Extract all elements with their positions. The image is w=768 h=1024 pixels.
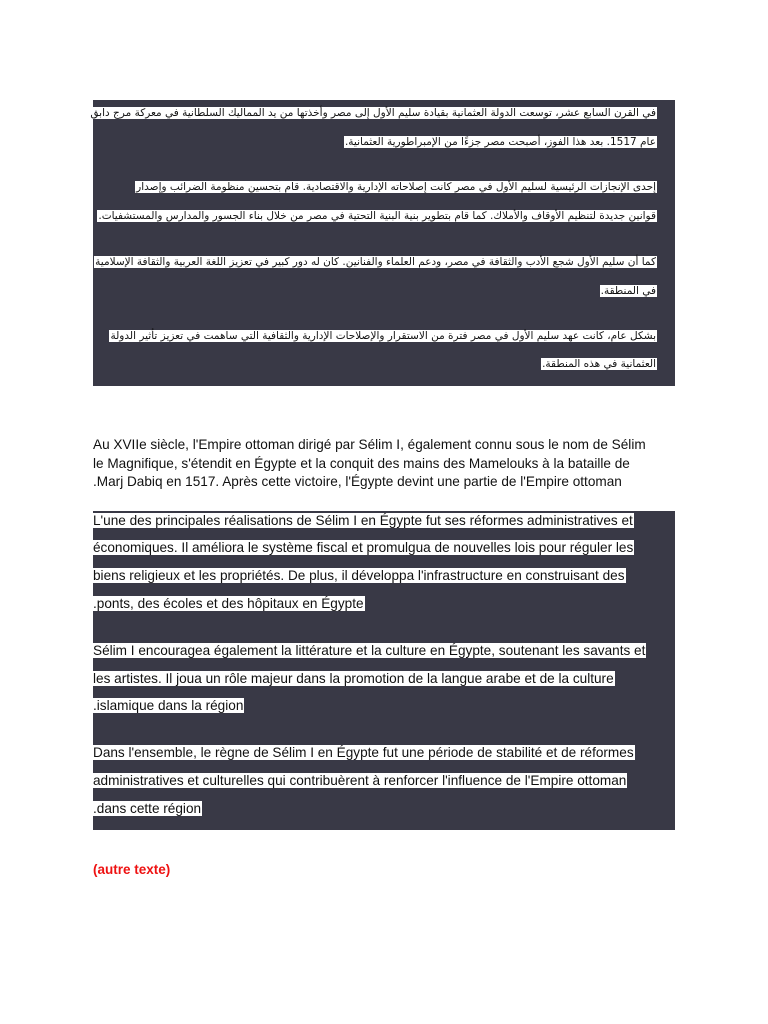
- french-line: [93, 743, 635, 762]
- french-line-text: Sélim I encouragea également la littérature et la culture en Égypte, soutenant les savants et: [93, 643, 646, 658]
- french-line-text: économiques. Il améliora le système fiscal et promulgua de nouvelles lois pour réguler les: [93, 540, 634, 555]
- arabic-line: [109, 329, 657, 344]
- french-line: [93, 511, 634, 530]
- french-intro-paragraph: [93, 436, 677, 492]
- arabic-line-text: عام 1517. بعد هذا الفوز، أصبحت مصر جزءًا من الإمبراطورية العثمانية.: [344, 136, 656, 148]
- french-line-text: .islamique dans la région: [93, 698, 244, 713]
- french-line: [93, 641, 646, 660]
- french-line: [93, 799, 202, 818]
- arabic-line-text: في المنطقة.: [600, 285, 656, 297]
- arabic-line: [97, 209, 657, 224]
- french-line: [93, 696, 244, 715]
- french-intro-line: .Marj Dabiq en 1517. Après cette victoire, l'Égypte devint une partie de l'Empire ottoman: [93, 474, 622, 490]
- arabic-line-text: قوانين جديدة لتنظيم الأوقاف والأملاك. كما قام بتطوير بنية البنية التحتية في مصر من خلال بناء الجسور والمدارس والمستشفيات.: [98, 210, 656, 222]
- arabic-line-text: كما أن سليم الأول شجع الأدب والثقافة في مصر، ودعم العلماء والفنانين. كان له دور كبير في تعزيز اللغة العربية والثقافة الإسلامية: [95, 256, 656, 268]
- french-line: [93, 538, 634, 557]
- arabic-line: [541, 357, 657, 372]
- arabic-line: [344, 135, 657, 150]
- french-line: [93, 566, 626, 585]
- french-line-text: .dans cette région: [93, 801, 202, 816]
- arabic-line-text: إحدى الإنجازات الرئيسية لسليم الأول في مصر كانت إصلاحاته الإدارية والاقتصادية. قام بتحسين منظومة الضرائب وإصدار: [136, 181, 656, 193]
- french-line-text: .ponts, des écoles et des hôpitaux en Égypte: [93, 596, 364, 611]
- arabic-line: [135, 180, 657, 195]
- french-intro-line: Au XVIIe siècle, l'Empire ottoman dirigé par Sélim I, également connu sous le nom de Sélim: [93, 437, 646, 452]
- french-line: [93, 669, 615, 688]
- french-text-block: [93, 511, 675, 830]
- arabic-line-text: في القرن السابع عشر، توسعت الدولة العثمانية بقيادة سليم الأول إلى مصر وأخذتها من يد المماليك السلطانية في معركة مرج دابق: [90, 107, 656, 119]
- arabic-line-text: بشكل عام، كانت عهد سليم الأول في مصر فترة من الاستقرار والإصلاحات الإدارية والثقافية التي ساهمت في تعزيز تأثير الدولة: [110, 330, 656, 342]
- arabic-line-text: العثمانية في هذه المنطقة.: [542, 358, 656, 370]
- french-intro-line: le Magnifique, s'étendit en Égypte et la conquit des mains des Mamelouks à la bataille de: [93, 455, 630, 471]
- french-line-text: administratives et culturelles qui contribuèrent à renforcer l'influence de l'Empire ottoman: [93, 773, 627, 788]
- french-line-text: les artistes. Il joua un rôle majeur dans la promotion de la langue arabe et de la culture: [93, 671, 614, 686]
- arabic-line: [89, 106, 657, 121]
- arabic-text-block: [90, 100, 675, 386]
- other-text-label: (autre texte): [93, 862, 171, 877]
- arabic-line: [94, 255, 657, 270]
- french-line-text: biens religieux et les propriétés. De plus, il développa l'infrastructure en construisant des: [93, 568, 625, 583]
- french-line: [93, 771, 627, 790]
- french-line: [93, 594, 365, 613]
- french-line-text: Dans l'ensemble, le règne de Sélim I en Égypte fut une période de stabilité et de réformes: [93, 745, 634, 760]
- french-line-text: L'une des principales réalisations de Sélim I en Égypte fut ses réformes administratives et: [93, 513, 633, 528]
- arabic-line: [600, 284, 657, 299]
